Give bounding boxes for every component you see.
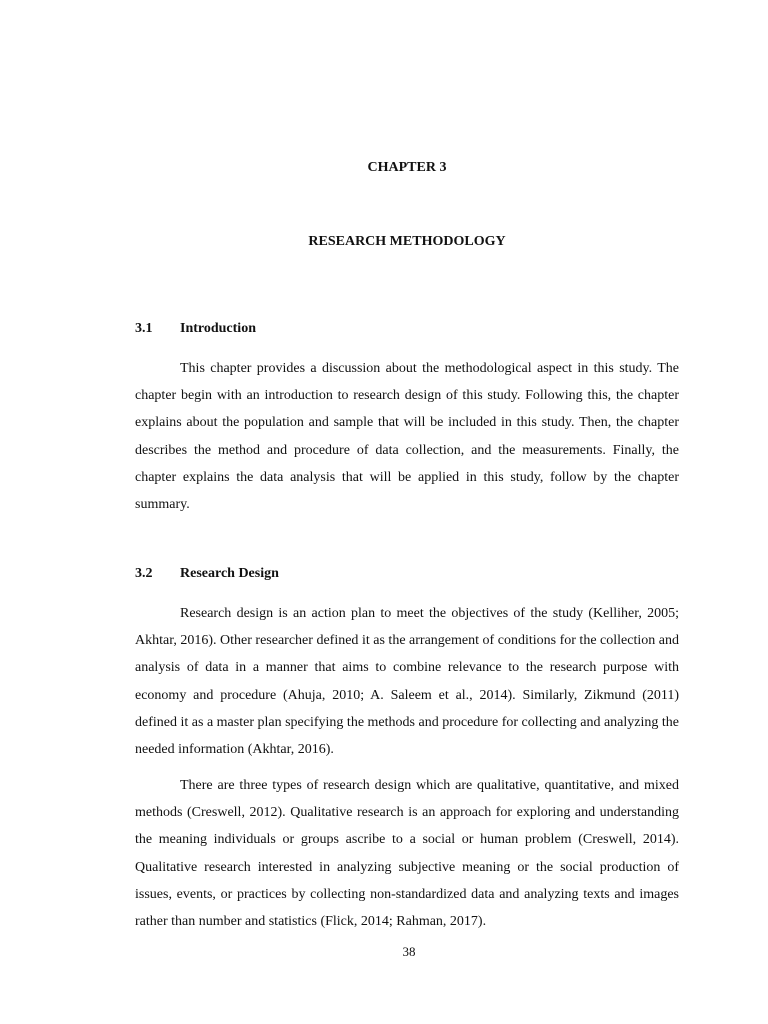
page-number: 38	[402, 944, 416, 959]
paragraph-research-design-definition: Research design is an action plan to meet the objectives of the study (Kelliher, 2005; Akhtar, 2016). Other researcher defined it as the arrangement of conditions for the collection and analysis of data in a manner that aims to combine relevance to the research purpose with economy and procedure (Ahuja, 2010; A. Saleem et al., 2014). Similarly, Zikmund (2011) defined it as a master plan specifying the methods and procedure for collecting and analyzing the needed information (Akhtar, 2016).	[135, 606, 679, 758]
section-number: 3.1	[135, 321, 153, 336]
chapter-title: RESEARCH METHODOLOGY	[308, 234, 506, 249]
section-title: Research Design	[180, 566, 279, 581]
paragraph-introduction: This chapter provides a discussion about the methodological aspect in this study. The chapter begin with an introduction to research design of this study. Following this, the chapter explains about the population and sample that will be included in this study. Then, the chapter describes the method and procedure of data collection, and the measurements. Finally, the chapter explains the data analysis that will be applied in this study, follow by the chapter summary.	[135, 361, 679, 513]
paragraph-research-design-types: There are three types of research design which are qualitative, quantitative, and mixed methods (Creswell, 2012). Qualitative research is an approach for exploring and understanding the meaning individuals or groups ascribe to a social or human problem (Creswell, 2014). Qualitative research interested in analyzing subjective meaning or the social production of issues, events, or practices by collecting non-standardized data and analyzing texts and images rather than number and statistics (Flick, 2014; Rahman, 2017).	[135, 778, 679, 930]
chapter-number: CHAPTER 3	[367, 160, 447, 175]
section-number: 3.2	[135, 566, 153, 581]
section-heading-research-design	[135, 566, 279, 582]
section-heading-introduction	[135, 321, 256, 337]
section-title: Introduction	[180, 321, 256, 336]
